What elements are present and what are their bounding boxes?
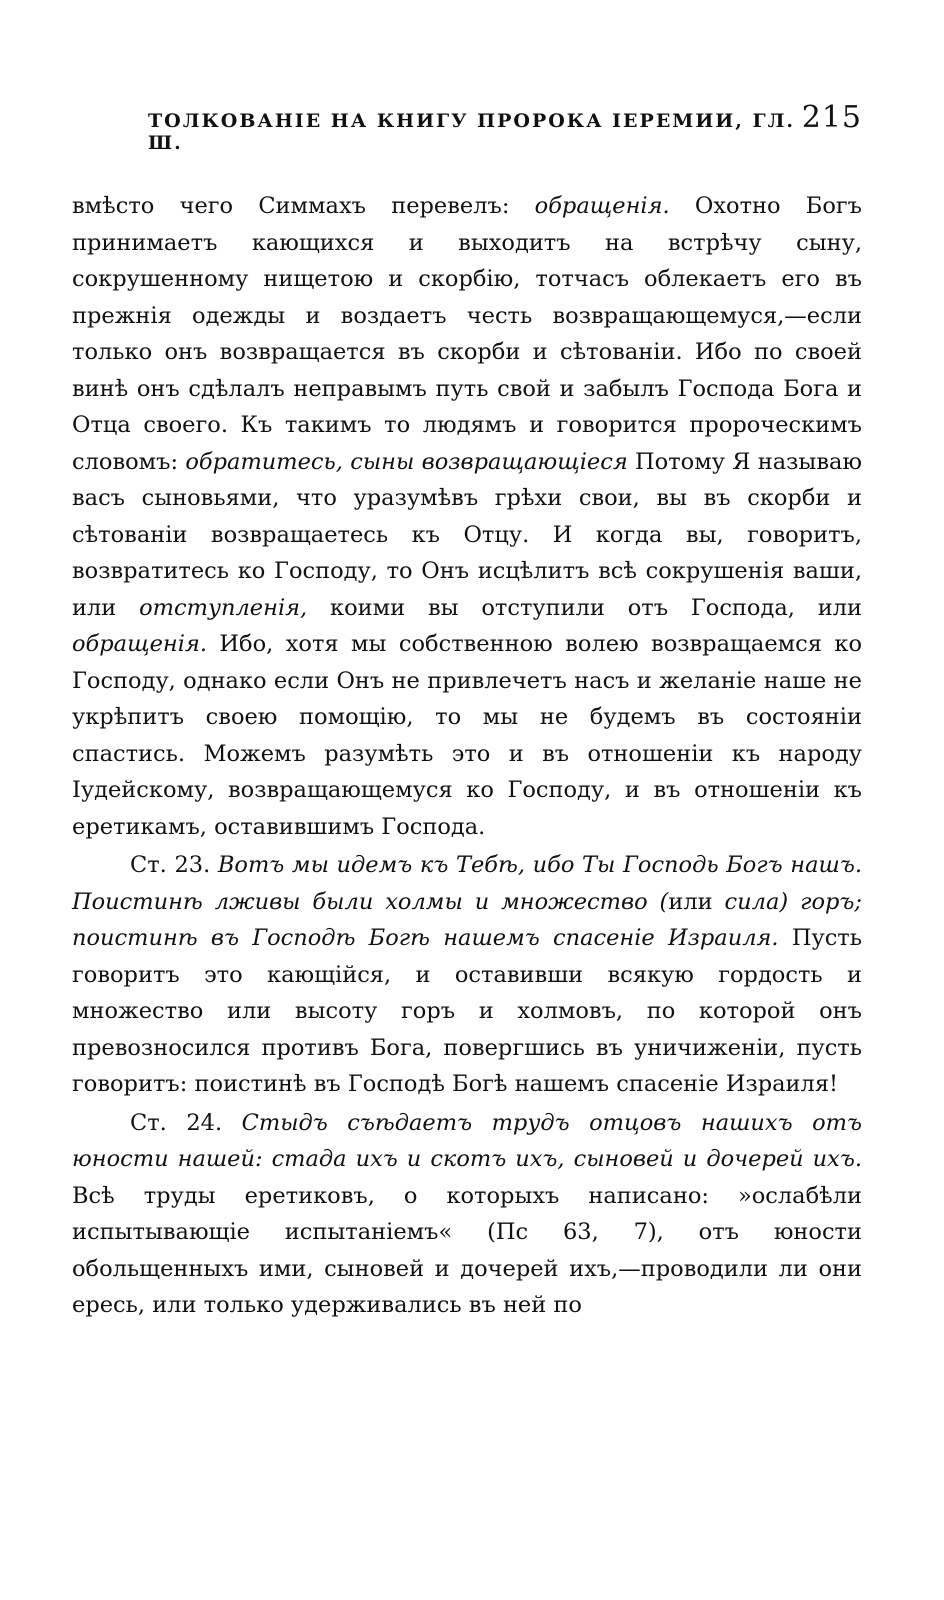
paragraph [72, 847, 862, 1103]
text-segment: Потому Я называю васъ сыновьями, что уразумѣвъ грѣхи свои, вы въ скорби и сѣтованіи возвращаетесь къ Отцу. И когда вы, говоритъ, возвратитесь ко Господу, то Онъ исцѣлитъ всѣ сокрушенія ваши, или [72, 448, 862, 621]
italic-text-segment: Стыдъ съѣдаетъ трудъ отцовъ нашихъ отъ юности нашей: стада ихъ и скотъ ихъ, сыновей и дочерей ихъ. [72, 1109, 862, 1172]
italic-text-segment: сила) горъ; поистинѣ въ Господѣ Богѣ нашемъ спасеніе Израиля. [72, 888, 862, 951]
text-segment: Охотно Богъ принимаетъ кающихся и выходитъ на встрѣчу сыну, сокрушенному нищетою и скорбію, тотчасъ облекаетъ его въ прежнія одежды и воздаетъ честь возвращающемуся,—если только онъ возвращается въ скорби и сѣтованіи. Ибо по своей винѣ онъ сдѣлалъ неправымъ путь свой и забылъ Господа Бога и Отца своего. Къ такимъ то людямъ и говорится пророческимъ словомъ: [72, 193, 862, 475]
paragraph [72, 1105, 862, 1324]
body-text [72, 188, 862, 1324]
text-segment: вмѣсто чего Симмахъ перевелъ: [72, 193, 535, 219]
italic-text-segment: обращенія. [72, 631, 207, 657]
text-segment: Ст. 23. [130, 852, 218, 878]
page-number: 215 [801, 100, 862, 135]
text-segment: Всѣ труды еретиковъ, о которыхъ написано: »ослабѣли испытывающіе испытаніемъ« (Пс 63, 7), отъ юности обольщенныхъ ими, сыновей и дочерей ихъ,—проводили ли они ересь, или только удерживались въ ней по [72, 1182, 862, 1318]
italic-text-segment: обратитесь, сыны возвращающіеся [185, 448, 628, 475]
italic-text-segment: Вотъ мы идемъ къ Тебѣ, ибо Ты Господь Богъ нашъ. Поистинѣ лживы были холмы и множество ( [72, 852, 863, 915]
text-segment: Ибо, хотя мы собственною волею возвращаемся ко Господу, однако если Онъ не привлечетъ насъ и желаніе наше не укрѣпитъ своею помощію, то мы не будемъ въ состояніи спастись. Можемъ разумѣть это и въ отношеніи къ народу Іудейскому, возвращающемуся ко Господу, и въ отношеніи къ еретикамъ, оставившимъ Господа. [72, 631, 862, 840]
paragraph [72, 188, 862, 845]
text-segment: или [668, 888, 713, 915]
italic-text-segment: обращенія. [534, 193, 670, 219]
italic-text-segment: отступленія, [139, 594, 308, 621]
text-segment: Ст. 24. [130, 1109, 242, 1136]
text-segment: Пусть говоритъ это кающійся, и оставивши всякую гордость и множество или высоту горъ и холмовъ, по которой онъ превозносился противъ Бога, повергшись въ уничиженіи, пусть говоритъ: поистинѣ въ Господѣ Богѣ нашемъ спасеніе Израиля! [72, 925, 863, 1097]
book-page [72, 100, 862, 1324]
running-title: ТОЛКОВАНІЕ НА КНИГУ ПРОРОКА ІЕРЕМИИ, ГЛ. Ш. [148, 110, 796, 154]
running-header [72, 100, 862, 154]
text-segment: коими вы отступили отъ Господа, или [307, 594, 862, 621]
